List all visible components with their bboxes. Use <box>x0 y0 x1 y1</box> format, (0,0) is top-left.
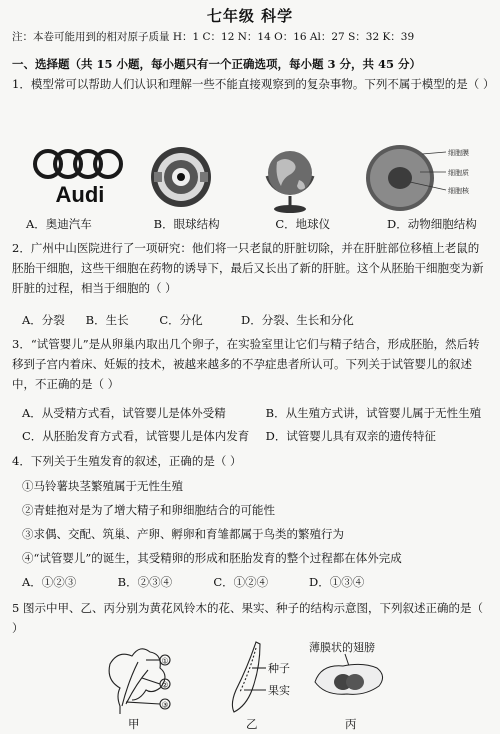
flower-mark-1: ① <box>161 656 169 666</box>
flower-mark-2: ② <box>161 680 169 690</box>
q3-option-b[interactable]: B．从生殖方式讲，试管婴儿属于无性生殖 <box>265 406 482 420</box>
question-3-text: 3．“试管婴儿”是从卵巢内取出几个卵子，在实验室里让它们与精子结合，形成胚胎，然后转移到子宫内着床、妊娠的技术，被越来越多的不孕症患者所认可。下列关于试管婴儿的叙述中，不正确的是（ ） <box>12 337 480 392</box>
question-1-figures <box>0 140 500 250</box>
page-title: 七年级 科学 <box>206 7 294 25</box>
globe-figure <box>255 140 325 216</box>
cell-label-cytoplasm: 细胞质 <box>448 169 469 177</box>
question-2-options <box>22 312 354 329</box>
cell-label-membrane: 细胞膜 <box>448 149 469 157</box>
caption-yi: 乙 <box>246 717 258 731</box>
q4-option-b[interactable]: B．②③④ <box>117 575 173 589</box>
q3-option-d[interactable]: D．试管婴儿具有双亲的遗传特征 <box>265 429 436 443</box>
atomic-mass-note: 注：本卷可能用到的相对原子质量 H：1 C：12 N：14 O：16 Al：27 S：32 K：39 <box>12 31 415 43</box>
q4-statement-1: ①马铃薯块茎繁殖属于无性生殖 <box>22 479 183 493</box>
q2-option-c[interactable]: C．分化 <box>159 313 203 327</box>
fruit-structure-figure <box>222 638 302 718</box>
section-heading: 一、选择题（共 15 小题，每小题只有一个正确选项，每小题 3 分，共 45 分） <box>12 57 422 71</box>
fruit-label-seed: 种子 <box>268 662 290 675</box>
q1-option-d[interactable]: D．动物细胞结构 <box>386 217 477 231</box>
q2-option-b[interactable]: B．生长 <box>85 313 129 327</box>
caption-bing: 丙 <box>345 717 357 731</box>
flower-structure-figure <box>90 640 200 716</box>
animal-cell-figure <box>362 142 482 218</box>
q4-option-c[interactable]: C．①②④ <box>213 575 269 589</box>
question-2-text: 2．广州中山医院进行了一项研究：他们将一只老鼠的肝脏切除，并在肝脏部位移植上老鼠的胚胎干细胞，这些干细胞在药物的诱导下，最后又长出了新的肝脏。这个从胚胎干细胞变为新肝脏的过程，相当于细胞的（ ） <box>12 241 484 296</box>
seed-structure-figure <box>305 640 400 716</box>
flower-mark-3: ③ <box>161 700 169 710</box>
caption-jia: 甲 <box>128 717 140 731</box>
q4-statement-3: ③求偶、交配、筑巢、产卵、孵卵和育雏都属于鸟类的繁殖行为 <box>22 527 344 541</box>
question-3-options-row-1 <box>22 405 481 422</box>
q1-option-a[interactable]: A．奥迪汽车 <box>26 217 92 231</box>
eyeball-model-figure <box>146 142 216 212</box>
q3-option-c[interactable]: C．从胚胎发育方式看，试管婴儿是体内发育 <box>22 429 250 443</box>
q4-statement-2: ②青蛙抱对是为了增大精子和卵细胞结合的可能性 <box>22 503 275 517</box>
q4-option-a[interactable]: A．①②③ <box>22 575 77 589</box>
question-5-text: 5 图示中甲、乙、丙分别为黄花风铃木的花、果实、种子的结构示意图，下列叙述正确的是（ ） <box>12 601 483 636</box>
cell-label-nucleus: 细胞核 <box>448 187 469 195</box>
fruit-label-fruit: 果实 <box>268 684 290 697</box>
q4-option-d[interactable]: D．①③④ <box>308 575 365 589</box>
question-3-options-row-2 <box>22 428 436 445</box>
q4-statement-4: ④“试管婴儿”的诞生，其受精卵的形成和胚胎发育的整个过程都在体外完成 <box>22 551 402 565</box>
q1-option-b[interactable]: B．眼球结构 <box>153 217 220 231</box>
question-1-text: 1．模型常可以帮助人们认识和理解一些不能直接观察到的复杂事物。下列不属于模型的是（ ） <box>12 77 495 91</box>
q2-option-d[interactable]: D．分裂、生长和分化 <box>240 313 354 327</box>
seed-label-wing: 薄膜状的翅膀 <box>309 641 375 654</box>
question-4-text: 4．下列关于生殖发育的叙述，正确的是（ ） <box>12 454 242 468</box>
q1-option-c[interactable]: C．地球仪 <box>275 217 331 231</box>
question-1-options <box>22 216 477 233</box>
q3-option-a[interactable]: A．从受精方式看，试管婴儿是体外受精 <box>22 406 226 420</box>
question-4-options <box>22 574 364 591</box>
audi-logo-figure <box>30 146 130 208</box>
audi-logo-text: Audi <box>55 182 105 207</box>
q2-option-a[interactable]: A．分裂 <box>22 313 65 327</box>
